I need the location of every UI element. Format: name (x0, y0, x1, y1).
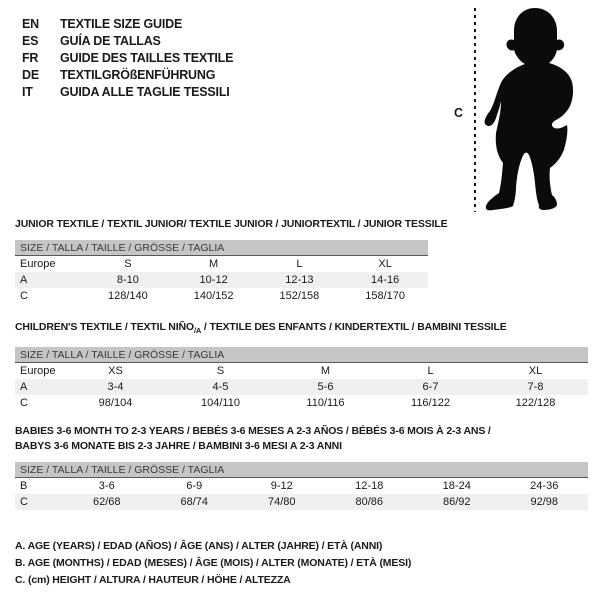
value-cell: 7-8 (483, 379, 588, 395)
value-cell: 80/86 (326, 494, 414, 510)
footnotes (15, 538, 411, 589)
size-table-section-1 (15, 320, 588, 411)
table-title-part: BABIES 3-6 MONTH TO 2-3 YEARS / BEBÉS 3-6 MESES A 2-3 AÑOS / BÉBÉS 3-6 MOIS À 2-3 ANS / (15, 425, 491, 437)
language-row (22, 84, 233, 101)
table-row (15, 478, 588, 495)
value-cell: S (124, 258, 132, 270)
language-row (22, 33, 233, 50)
table-title-part: JUNIOR TEXTILE / TEXTIL JUNIOR/ TEXTILE JUNIOR / JUNIORTEXTIL / JUNIOR TESSILE (15, 218, 448, 230)
language-row (22, 67, 233, 84)
value-cell: 10-12 (171, 272, 257, 288)
value-cell: 62/68 (63, 494, 151, 510)
table-title-subscript: /A (193, 326, 202, 336)
value-cell: 140/152 (193, 290, 234, 302)
size-table (15, 462, 588, 510)
value-cell: XL (378, 258, 392, 270)
table-title (15, 320, 588, 338)
value-cell: M (209, 258, 219, 270)
size-header-row (15, 347, 588, 363)
value-cell: 116/122 (411, 397, 450, 410)
size-header-cell: SIZE / TALLA / TAILLE / GRÖSSE / TAGLIA (15, 240, 428, 256)
table-row (15, 272, 428, 288)
footnote: B. AGE (MONTHS) / EDAD (MESES) / ÂGE (MOIS) / ALTER (MONATE) / ETÀ (MESI) (15, 557, 412, 569)
language-code: FR (22, 51, 39, 65)
size-table-section-2 (15, 424, 588, 510)
table-row (15, 379, 588, 395)
value-cell: 3-4 (63, 379, 168, 395)
value-cell: 122/128 (515, 397, 556, 410)
row-label-cell: C (20, 397, 28, 410)
table-row (15, 363, 588, 380)
height-measure-label: C (454, 106, 464, 120)
value-cell: 98/104 (98, 397, 133, 410)
table-row (15, 288, 428, 304)
value-cell: 152/158 (279, 290, 320, 302)
language-title: GUIDE DES TAILLES TEXTILE (60, 51, 234, 65)
row-label-cell: C (15, 494, 63, 510)
row-label-cell: B (20, 480, 28, 492)
table-title (15, 439, 588, 454)
size-table (15, 240, 428, 304)
footnote: A. AGE (YEARS) / EDAD (AÑOS) / ÂGE (ANS) / ALTER (JAHRE) / ETÀ (ANNI) (15, 540, 383, 552)
table-title-part: BABYS 3-6 MONATE BIS 2-3 JAHRE / BAMBINI 3-6 MESI A 2-3 ANNI (15, 440, 342, 452)
language-code: DE (22, 68, 39, 82)
value-cell: L (296, 258, 303, 270)
language-code: ES (22, 34, 39, 48)
value-cell: M (320, 365, 331, 378)
value-cell: 5-6 (273, 379, 378, 395)
table-title-part: / TEXTILE DES ENFANTS / KINDERTEXTIL / BAMBINI TESSILE (201, 321, 507, 333)
value-cell: 92/98 (501, 494, 589, 510)
value-cell: 12-18 (355, 480, 384, 492)
value-cell: 9-12 (270, 480, 293, 492)
value-cell: 18-24 (442, 480, 471, 492)
value-cell: 8-10 (85, 272, 171, 288)
row-label-cell: C (20, 290, 28, 302)
language-row (22, 50, 233, 67)
language-title: TEXTILGRÖßENFÜHRUNG (60, 68, 216, 82)
toddler-silhouette-icon (483, 5, 586, 215)
size-header-row (15, 462, 588, 478)
row-label-cell: Europe (20, 365, 56, 378)
language-title: GUIDA ALLE TAGLIE TESSILI (60, 85, 230, 99)
value-cell: 158/170 (365, 290, 405, 302)
language-row (22, 16, 233, 33)
value-cell: 6-9 (186, 480, 203, 492)
language-title-list (22, 16, 233, 101)
value-cell: 74/80 (238, 494, 326, 510)
table-row (15, 395, 588, 411)
value-cell: 24-36 (530, 480, 559, 492)
table-title-part: CHILDREN'S TEXTILE / TEXTIL NIÑO (15, 321, 194, 333)
value-cell: 128/140 (107, 290, 148, 302)
value-cell: 110/116 (306, 397, 345, 410)
value-cell: 3-6 (98, 480, 115, 492)
value-cell: 12-13 (257, 272, 343, 288)
value-cell: XL (528, 365, 543, 378)
table-title (15, 217, 448, 232)
value-cell: S (216, 365, 225, 378)
size-header-cell: SIZE / TALLA / TAILLE / GRÖSSE / TAGLIA (15, 462, 588, 478)
row-label-cell: A (15, 272, 85, 288)
row-label-cell: A (15, 379, 63, 395)
value-cell: 6-7 (378, 379, 483, 395)
value-cell: 104/110 (201, 397, 240, 410)
size-header-row (15, 240, 428, 256)
size-table (15, 347, 588, 411)
size-table-section-0 (15, 217, 448, 304)
size-header-cell: SIZE / TALLA / TAILLE / GRÖSSE / TAGLIA (15, 347, 588, 363)
row-label-cell: Europe (20, 258, 56, 270)
language-code: EN (22, 17, 39, 31)
value-cell: 86/92 (413, 494, 501, 510)
language-title: GUÍA DE TALLAS (60, 34, 161, 48)
table-title (15, 424, 588, 439)
value-cell: 68/74 (151, 494, 239, 510)
table-row (15, 494, 588, 510)
language-title: TEXTILE SIZE GUIDE (60, 17, 183, 31)
height-measure-line (474, 8, 476, 212)
table-row (15, 256, 428, 273)
value-cell: 14-16 (342, 272, 428, 288)
value-cell: L (427, 365, 434, 378)
value-cell: XS (108, 365, 123, 378)
value-cell: 4-5 (168, 379, 273, 395)
footnote: C. (cm) HEIGHT / ALTURA / HAUTEUR / HÖHE / ALTEZZA (15, 574, 291, 586)
language-code: IT (22, 85, 33, 99)
